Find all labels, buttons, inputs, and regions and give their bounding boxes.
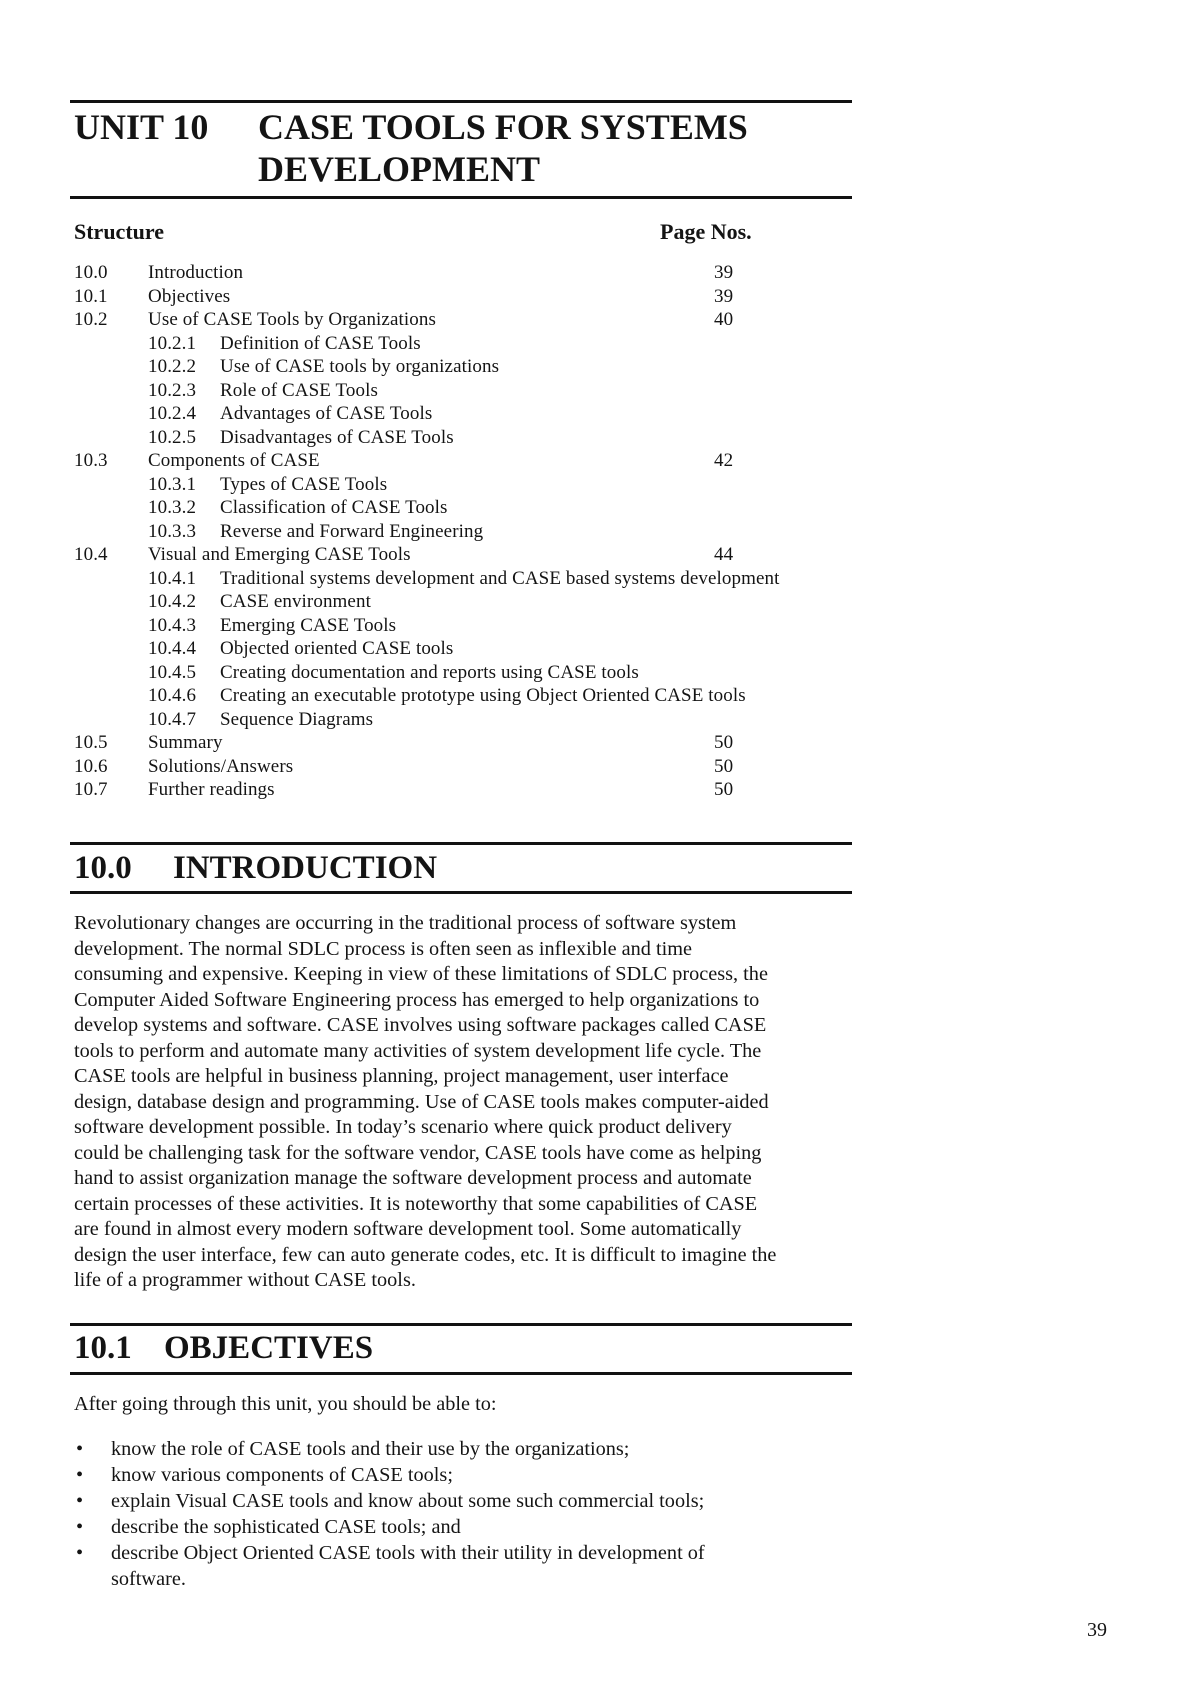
toc-entry-number: 10.4.2 bbox=[148, 591, 197, 612]
toc-subentry bbox=[74, 662, 874, 686]
objectives-title: OBJECTIVES bbox=[164, 1330, 374, 1366]
toc-entry-label: Sequence Diagrams bbox=[220, 708, 374, 730]
toc-entry bbox=[74, 309, 874, 333]
toc-entry bbox=[74, 732, 874, 756]
paragraph-line: develop systems and software. CASE involves using software packages called CASE bbox=[74, 1014, 767, 1036]
toc-entry-page: 50 bbox=[714, 779, 734, 800]
paragraph-line: could be challenging task for the software vendor, CASE tools have come as helping bbox=[74, 1141, 762, 1164]
paragraph-line: are found in almost every modern software development tool. Some automatically bbox=[74, 1218, 742, 1240]
toc-entry-number: 10.3.3 bbox=[148, 520, 197, 542]
paragraph-line: tools to perform and automate many activities of system development life cycle. The bbox=[74, 1039, 762, 1062]
toc-subentry bbox=[74, 638, 874, 662]
toc-entry-number: 10.7 bbox=[74, 779, 108, 800]
toc-entry-label: Visual and Emerging CASE Tools bbox=[148, 544, 411, 565]
toc-entry-label: Advantages of CASE Tools bbox=[220, 403, 433, 424]
objective-text: explain Visual CASE tools and know about some such commercial tools; bbox=[111, 1490, 705, 1512]
toc-entry-number: 10.2.4 bbox=[148, 403, 197, 424]
paragraph-line: design the user interface, few can auto generate codes, etc. It is difficult to imagine the bbox=[74, 1243, 777, 1266]
paragraph-line: CASE tools are helpful in business planning, project management, user interface bbox=[74, 1065, 729, 1087]
objective-item bbox=[74, 1514, 874, 1540]
toc-subentry bbox=[74, 474, 874, 498]
objectives-list bbox=[74, 1436, 874, 1592]
toc-entry-label: Emerging CASE Tools bbox=[220, 614, 397, 636]
objective-item bbox=[74, 1540, 874, 1592]
toc-entry-number: 10.0 bbox=[74, 262, 108, 283]
toc-subentry bbox=[74, 497, 874, 521]
toc-entry-label: CASE environment bbox=[220, 591, 371, 612]
toc-entry bbox=[74, 544, 874, 568]
toc-entry-number: 10.3.1 bbox=[148, 473, 197, 495]
toc-subentry bbox=[74, 403, 874, 427]
unit-title-line-2: DEVELOPMENT bbox=[258, 149, 541, 189]
toc-subentry bbox=[74, 591, 874, 615]
bullet-icon: • bbox=[76, 1464, 84, 1486]
toc-subentry bbox=[74, 380, 874, 404]
toc-entry-label: Definition of CASE Tools bbox=[220, 332, 421, 354]
unit-number: UNIT 10 bbox=[74, 107, 209, 147]
introduction-top-rule bbox=[70, 842, 852, 845]
toc-entry-label: Reverse and Forward Engineering bbox=[220, 520, 484, 542]
toc-entry-page: 50 bbox=[714, 732, 734, 753]
toc-entry-page: 44 bbox=[714, 544, 734, 565]
toc-entry-label: Types of CASE Tools bbox=[220, 473, 388, 495]
toc-subentry bbox=[74, 356, 874, 380]
objective-item bbox=[74, 1488, 874, 1514]
objectives-bottom-rule bbox=[70, 1372, 852, 1375]
toc-entry-page: 39 bbox=[714, 285, 734, 307]
objective-text: describe the sophisticated CASE tools; and bbox=[111, 1516, 461, 1538]
toc-entry-page: 40 bbox=[714, 309, 734, 330]
toc-entry bbox=[74, 756, 874, 780]
toc-entry-label: Classification of CASE Tools bbox=[220, 497, 448, 518]
toc-entry bbox=[74, 450, 874, 474]
toc-entry-number: 10.5 bbox=[74, 732, 108, 753]
introduction-number: 10.0 bbox=[74, 850, 132, 886]
toc-entry-number: 10.4.7 bbox=[148, 708, 197, 730]
introduction-title: INTRODUCTION bbox=[173, 850, 438, 886]
toc-entry-label: Solutions/Answers bbox=[148, 755, 294, 777]
toc-entry-number: 10.2.2 bbox=[148, 356, 197, 377]
paragraph-line: software development possible. In today’s scenario where quick product delivery bbox=[74, 1116, 732, 1138]
objective-item bbox=[74, 1436, 874, 1462]
unit-title-line-1: CASE TOOLS FOR SYSTEMS bbox=[258, 107, 748, 147]
unit-title bbox=[258, 106, 898, 190]
toc-subentry bbox=[74, 709, 874, 733]
toc-entry-label: Use of CASE Tools by Organizations bbox=[148, 309, 436, 330]
top-rule bbox=[70, 100, 852, 103]
objectives-top-rule bbox=[70, 1323, 852, 1326]
toc-entry-number: 10.3 bbox=[74, 450, 108, 471]
bullet-icon: • bbox=[76, 1516, 84, 1538]
toc-subentry bbox=[74, 685, 874, 709]
toc-entry-number: 10.4 bbox=[74, 544, 108, 565]
table-of-contents bbox=[74, 262, 874, 803]
toc-subentry bbox=[74, 427, 874, 451]
toc-entry-number: 10.4.6 bbox=[148, 685, 197, 706]
toc-entry-label: Objectives bbox=[148, 285, 231, 307]
toc-subentry bbox=[74, 568, 874, 592]
toc-entry-page: 50 bbox=[714, 755, 734, 777]
paragraph-line: development. The normal SDLC process is often seen as inflexible and time bbox=[74, 937, 693, 960]
toc-entry-number: 10.1 bbox=[74, 285, 108, 307]
objective-text: describe Object Oriented CASE tools with their utility in development of bbox=[111, 1542, 705, 1564]
page-nos-label: Page Nos. bbox=[660, 219, 752, 244]
toc-entry-label: Summary bbox=[148, 732, 223, 753]
toc-entry bbox=[74, 779, 874, 803]
unit-title-underline bbox=[70, 196, 852, 199]
toc-subentry bbox=[74, 333, 874, 357]
paragraph-line: Revolutionary changes are occurring in the traditional process of software system bbox=[74, 912, 737, 934]
toc-entry-number: 10.4.3 bbox=[148, 614, 197, 636]
toc-entry-label: Further readings bbox=[148, 779, 275, 800]
toc-entry-label: Creating documentation and reports using CASE tools bbox=[220, 661, 639, 683]
toc-entry-page: 39 bbox=[714, 262, 734, 283]
toc-entry-label: Use of CASE tools by organizations bbox=[220, 356, 500, 377]
paragraph-line: consuming and expensive. Keeping in view of these limitations of SDLC process, the bbox=[74, 963, 768, 985]
paragraph-line: design, database design and programming. Use of CASE tools makes computer-aided bbox=[74, 1090, 769, 1113]
toc-entry-number: 10.2.1 bbox=[148, 332, 197, 354]
toc-entry-number: 10.2.3 bbox=[148, 379, 197, 401]
toc-entry-label: Creating an executable prototype using Object Oriented CASE tools bbox=[220, 685, 746, 706]
toc-entry-number: 10.2.5 bbox=[148, 426, 197, 448]
bullet-icon: • bbox=[76, 1490, 84, 1512]
toc-entry-number: 10.4.4 bbox=[148, 638, 197, 659]
bullet-icon: • bbox=[76, 1542, 84, 1564]
toc-entry bbox=[74, 262, 874, 286]
objective-text: know the role of CASE tools and their use by the organizations; bbox=[111, 1438, 630, 1460]
objectives-number: 10.1 bbox=[74, 1330, 132, 1366]
toc-entry-number: 10.2 bbox=[74, 309, 108, 330]
toc-entry-number: 10.4.5 bbox=[148, 661, 197, 683]
toc-entry-page: 42 bbox=[714, 450, 734, 471]
toc-entry-label: Traditional systems development and CASE based systems development bbox=[220, 567, 780, 589]
toc-entry-number: 10.4.1 bbox=[148, 567, 197, 589]
toc-entry-label: Disadvantages of CASE Tools bbox=[220, 426, 454, 448]
paragraph-line: life of a programmer without CASE tools. bbox=[74, 1269, 416, 1291]
objective-text: know various components of CASE tools; bbox=[111, 1464, 453, 1486]
toc-entry-label: Role of CASE Tools bbox=[220, 379, 378, 401]
toc-subentry bbox=[74, 521, 874, 545]
toc-entry-label: Introduction bbox=[148, 262, 244, 283]
paragraph-line: certain processes of these activities. It is noteworthy that some capabilities of CASE bbox=[74, 1192, 758, 1215]
page-number: 39 bbox=[1087, 1619, 1107, 1641]
introduction-paragraph bbox=[74, 911, 874, 1294]
objectives-lead: After going through this unit, you should be able to: bbox=[74, 1393, 497, 1415]
structure-label: Structure bbox=[74, 219, 165, 244]
objective-text-continued: software. bbox=[111, 1568, 186, 1590]
toc-entry bbox=[74, 286, 874, 310]
paragraph-line: hand to assist organization manage the software development process and automate bbox=[74, 1167, 752, 1189]
toc-entry-number: 10.6 bbox=[74, 755, 108, 777]
toc-entry-number: 10.3.2 bbox=[148, 497, 197, 518]
introduction-bottom-rule bbox=[70, 891, 852, 894]
toc-entry-label: Components of CASE bbox=[148, 450, 320, 471]
bullet-icon: • bbox=[76, 1438, 84, 1460]
toc-subentry bbox=[74, 615, 874, 639]
objective-item bbox=[74, 1462, 874, 1488]
toc-entry-label: Objected oriented CASE tools bbox=[220, 638, 454, 659]
paragraph-line: Computer Aided Software Engineering process has emerged to help organizations to bbox=[74, 988, 760, 1011]
